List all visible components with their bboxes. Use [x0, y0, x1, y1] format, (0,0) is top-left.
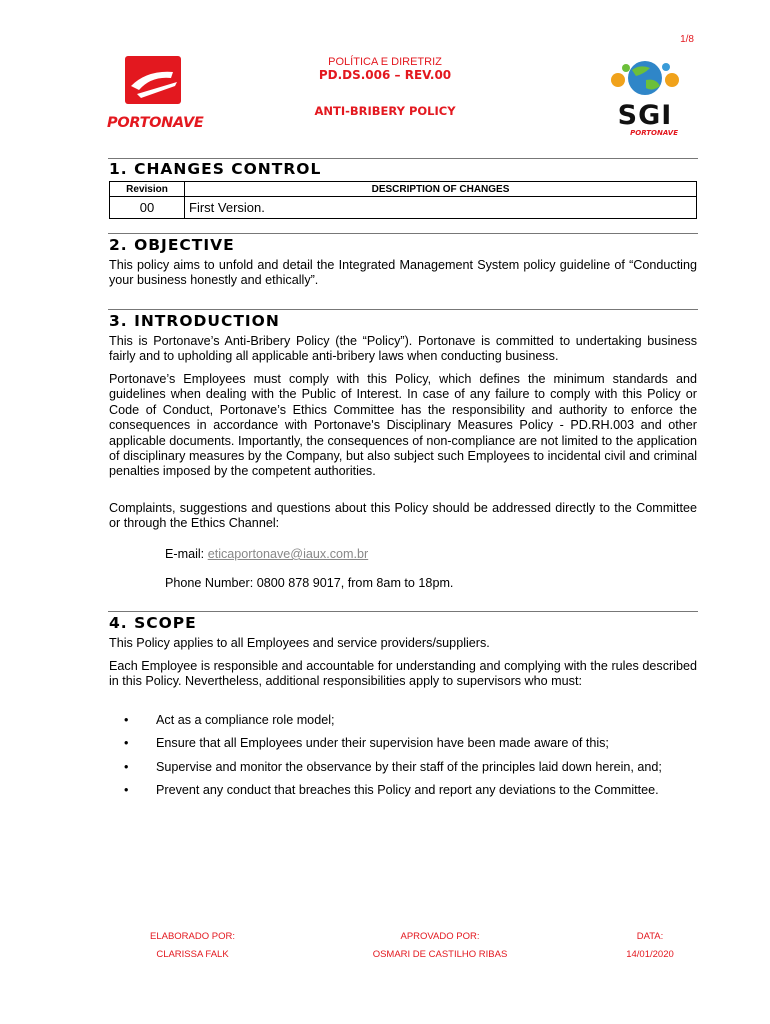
- introduction-paragraph-2: Portonave’s Employees must comply with this Policy, which defines the minimum standards and guidelines when dealing with the Public of Interest. In case of any failure to comply with this Policy or Code of Conduct, Portonave’s Ethics Committee has the responsibility and authority to enforce the consequences in accordance with Portonave's Disciplinary Measures Policy - PD.RH.003 and other applicable documents. Importantly, the consequences of non-compliance are not limited to the application of disciplinary measures by the Company, but also subject such Employees to incidental civil and criminal penalties imposed by the competent authorities.: [109, 372, 697, 479]
- portonave-logo-text: PORTONAVE: [107, 115, 204, 131]
- sgi-logo-text: SGI: [617, 100, 673, 131]
- prepared-by-name: CLARISSA FALK: [156, 949, 229, 960]
- list-item: [124, 736, 697, 751]
- policy-type: POLÍTICA E DIRETRIZ: [328, 56, 442, 68]
- objective-text: This policy aims to unfold and detail the Integrated Management System policy guideline of “Conducting your business honestly and ethically”.: [109, 258, 697, 288]
- document-code: PD.DS.006 – REV.00: [318, 68, 452, 82]
- section-divider: [108, 158, 698, 159]
- prepared-by-label: ELABORADO POR:: [150, 931, 235, 942]
- supervisor-duties-list: [124, 713, 697, 807]
- changes-table: [109, 181, 697, 219]
- date-label: DATA:: [636, 931, 664, 942]
- list-item: [124, 760, 697, 775]
- section-divider: [108, 233, 698, 234]
- bullet-icon: •: [124, 759, 129, 774]
- document-title: ANTI-BRIBERY POLICY: [314, 104, 456, 118]
- list-item-text: Supervise and monitor the observance by their staff of the principles laid down herein, and;: [156, 759, 662, 774]
- page-number: 1/8: [680, 34, 694, 45]
- table-cell-description: First Version.: [185, 197, 697, 219]
- scope-paragraph-1: This Policy applies to all Employees and service providers/suppliers.: [109, 636, 490, 650]
- sgi-logo: [600, 58, 690, 137]
- contact-email: [165, 547, 695, 562]
- date-value: 14/01/2020: [626, 949, 674, 960]
- contact-phone: Phone Number: 0800 878 9017, from 8am to 18pm.: [165, 576, 454, 590]
- objective-heading: 2. OBJECTIVE: [109, 236, 235, 254]
- sgi-logo-subtext: PORTONAVE: [630, 129, 678, 137]
- scope-heading: 4. SCOPE: [109, 614, 197, 632]
- table-row: [110, 197, 697, 219]
- list-item: [124, 783, 697, 798]
- approved-by-label: APROVADO POR:: [400, 931, 480, 942]
- list-item: [124, 713, 697, 728]
- bullet-icon: •: [124, 713, 129, 727]
- scope-paragraph-2: Each Employee is responsible and accountable for understanding and complying with the rules described in this Policy. Nevertheless, additional responsibilities apply to supervisors who must:: [109, 659, 697, 689]
- bullet-icon: •: [124, 783, 129, 798]
- table-cell-revision: 00: [110, 197, 185, 219]
- introduction-paragraph-1: This is Portonave’s Anti-Bribery Policy (the “Policy”). Portonave is committed to undertaking business fairly and to upholding all applicable anti-bribery laws when conducting business.: [109, 334, 697, 364]
- approved-by-name: OSMARI DE CASTILHO RIBAS: [372, 949, 508, 960]
- section-divider: [108, 611, 698, 612]
- list-item-text: Prevent any conduct that breaches this Policy and report any deviations to the Committee.: [156, 783, 659, 798]
- email-label: E-mail:: [165, 547, 208, 561]
- table-header-description: DESCRIPTION OF CHANGES: [185, 182, 697, 197]
- bullet-icon: •: [124, 736, 129, 751]
- sgi-globe-icon: [600, 58, 690, 98]
- section-divider: [108, 309, 698, 310]
- changes-control-heading: 1. CHANGES CONTROL: [109, 160, 322, 178]
- table-header-revision: Revision: [110, 182, 185, 197]
- introduction-paragraph-3: Complaints, suggestions and questions about this Policy should be addressed directly to the Committee or through the Ethics Channel:: [109, 501, 697, 531]
- email-link[interactable]: eticaportonave@iaux.com.br: [207, 547, 369, 561]
- list-item-text: Act as a compliance role model;: [156, 713, 335, 727]
- list-item-text: Ensure that all Employees under their supervision have been made aware of this;: [156, 736, 609, 751]
- introduction-heading: 3. INTRODUCTION: [109, 312, 280, 330]
